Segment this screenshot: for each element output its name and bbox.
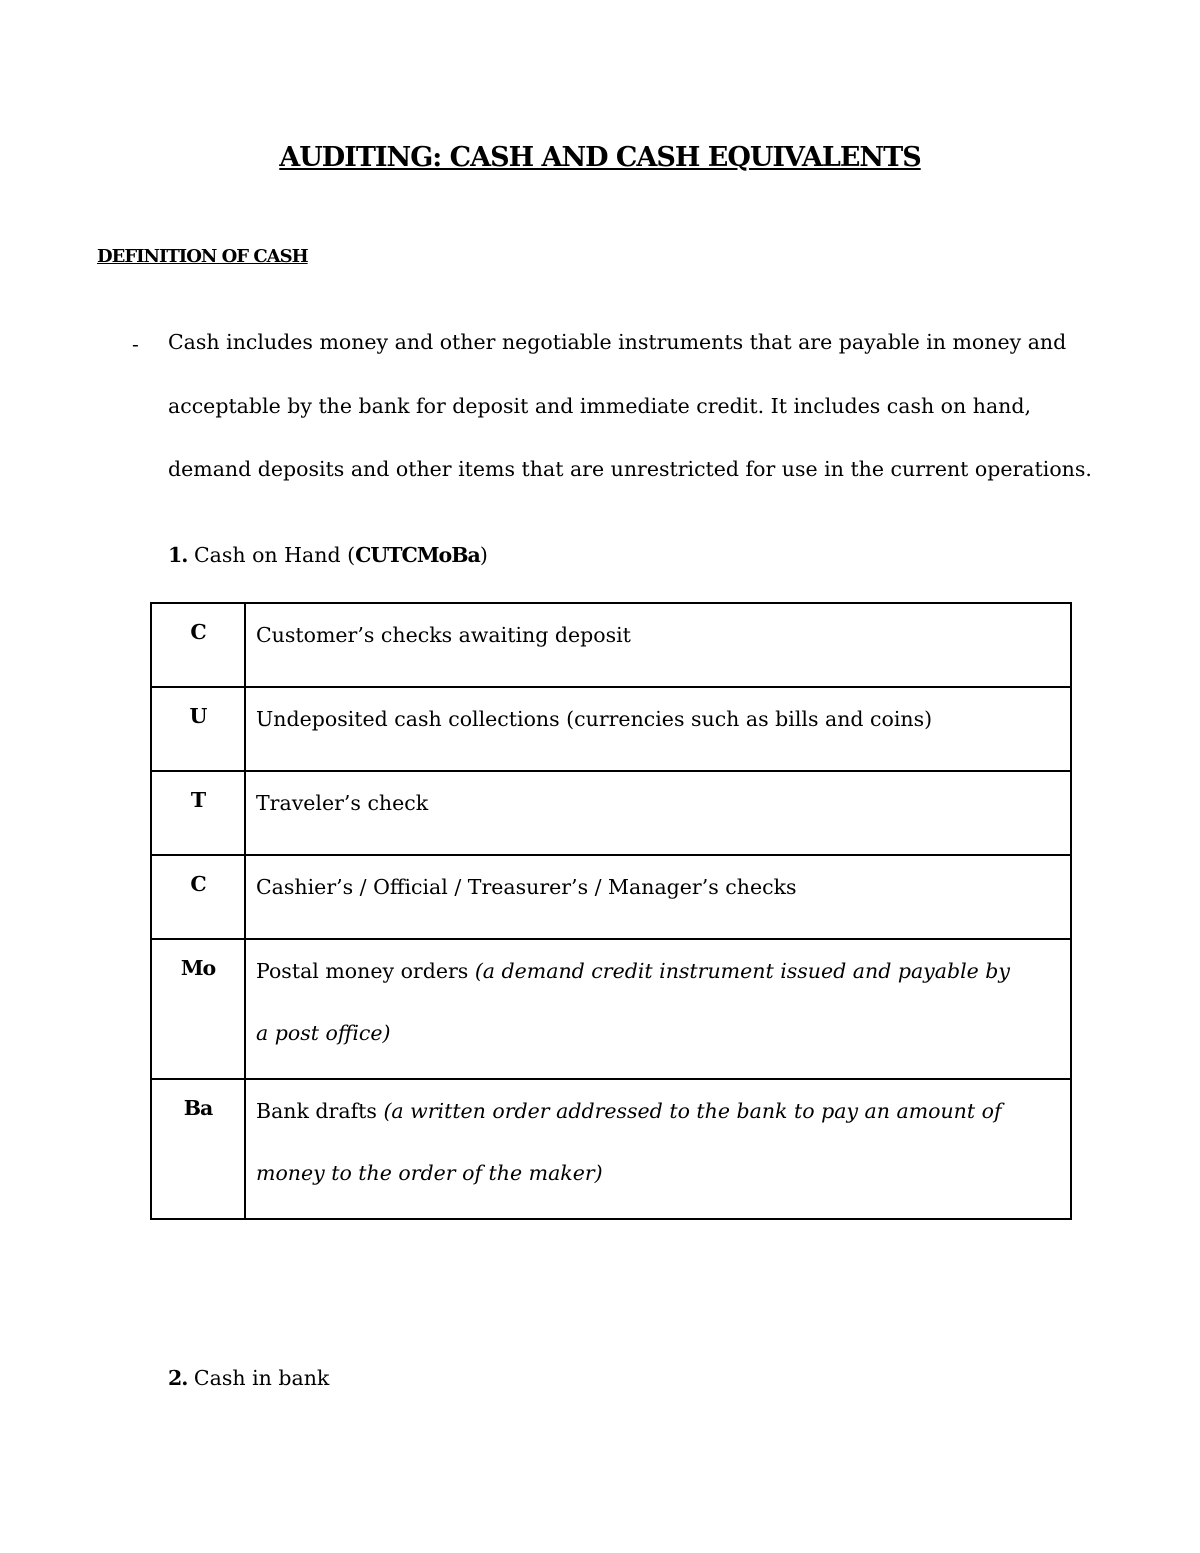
definition-line-1: Cash includes money and other negotiable instruments that are payable in money and xyxy=(168,330,1067,354)
row-description xyxy=(245,603,1071,687)
subheading-label-suffix: ) xyxy=(479,543,488,567)
subheading-label-prefix: Cash on Hand ( xyxy=(193,543,356,567)
row-description xyxy=(245,939,1071,1079)
document-title: AUDITING: CASH AND CASH EQUIVALENTS xyxy=(279,142,921,173)
row-description xyxy=(245,687,1071,771)
row-description xyxy=(245,1079,1071,1219)
row-code: Ba xyxy=(151,1079,245,1219)
row-text: Postal money orders xyxy=(256,959,475,983)
definition-line-2: acceptable by the bank for deposit and immediate credit. It includes cash on hand, xyxy=(168,394,1032,418)
row-note: (a written order addressed to the bank to pay an amount of xyxy=(383,1099,1002,1123)
table-row xyxy=(151,939,1071,1079)
row-code: C xyxy=(151,603,245,687)
table-row xyxy=(151,603,1071,687)
row-text-line-1 xyxy=(256,956,1060,986)
table-row xyxy=(151,771,1071,855)
row-note-continued: a post office) xyxy=(256,1021,391,1045)
row-note-continued: money to the order of the maker) xyxy=(256,1161,603,1185)
cash-on-hand-table xyxy=(150,602,1072,1220)
row-text: Traveler’s check xyxy=(256,791,429,815)
row-note: (a demand credit instrument issued and payable by xyxy=(474,959,1011,983)
row-description xyxy=(245,771,1071,855)
table-row xyxy=(151,1079,1071,1219)
subheading-label: Cash in bank xyxy=(187,1366,330,1390)
table-row xyxy=(151,687,1071,771)
row-code: U xyxy=(151,687,245,771)
definition-line-3: demand deposits and other items that are unrestricted for use in the current operations. xyxy=(168,457,1092,481)
subheading-cash-on-hand xyxy=(168,543,488,567)
mnemonic-label: CUTCMoBa xyxy=(355,543,480,567)
row-text: Undeposited cash collections (currencies such as bills and coins) xyxy=(256,707,933,731)
table-row xyxy=(151,855,1071,939)
row-code: Mo xyxy=(151,939,245,1079)
row-code: C xyxy=(151,855,245,939)
section-heading-definition: DEFINITION OF CASH xyxy=(97,246,308,267)
row-text: Bank drafts xyxy=(256,1099,384,1123)
row-text-line-1 xyxy=(256,1096,1060,1126)
bullet-marker: - xyxy=(132,332,139,356)
row-code: T xyxy=(151,771,245,855)
row-text: Customer’s checks awaiting deposit xyxy=(256,623,631,647)
row-description xyxy=(245,855,1071,939)
row-text: Cashier’s / Official / Treasurer’s / Manager’s checks xyxy=(256,875,797,899)
subheading-cash-in-bank xyxy=(168,1366,329,1390)
subheading-number: 1. xyxy=(168,543,188,567)
subheading-number: 2. xyxy=(168,1366,188,1390)
